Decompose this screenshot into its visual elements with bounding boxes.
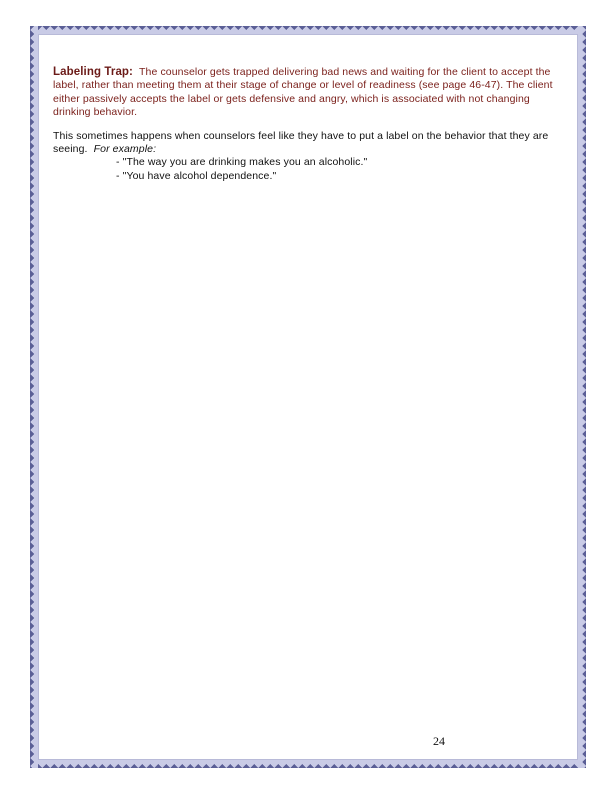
decorative-border-top (30, 26, 586, 34)
trap-description: The counselor gets trapped delivering bad news and waiting for the client to accept the label, rather than meeting them at their stage of change or level of readiness (see page 46-47). The client either passively accepts the label or gets defensive and angry, which is associated with not changing drinking behavior. (53, 66, 553, 119)
example-intro: For example: (93, 143, 157, 156)
example-item: - "You have alcohol dependence." (116, 169, 277, 182)
decorative-border-bottom (30, 760, 586, 768)
example-item: - "The way you are drinking makes you an alcoholic." (116, 156, 368, 169)
page-number: 24 (433, 734, 445, 748)
body-paragraph (53, 130, 561, 157)
labeling-trap-paragraph (53, 66, 561, 120)
decorative-border-right (578, 26, 586, 768)
page-content (53, 66, 561, 183)
trap-heading: Labeling Trap: (53, 66, 133, 78)
body-text: This sometimes happens when counselors feel like they have to put a label on the behavior that they are seeing. (53, 129, 549, 156)
decorative-border-left (30, 26, 38, 768)
